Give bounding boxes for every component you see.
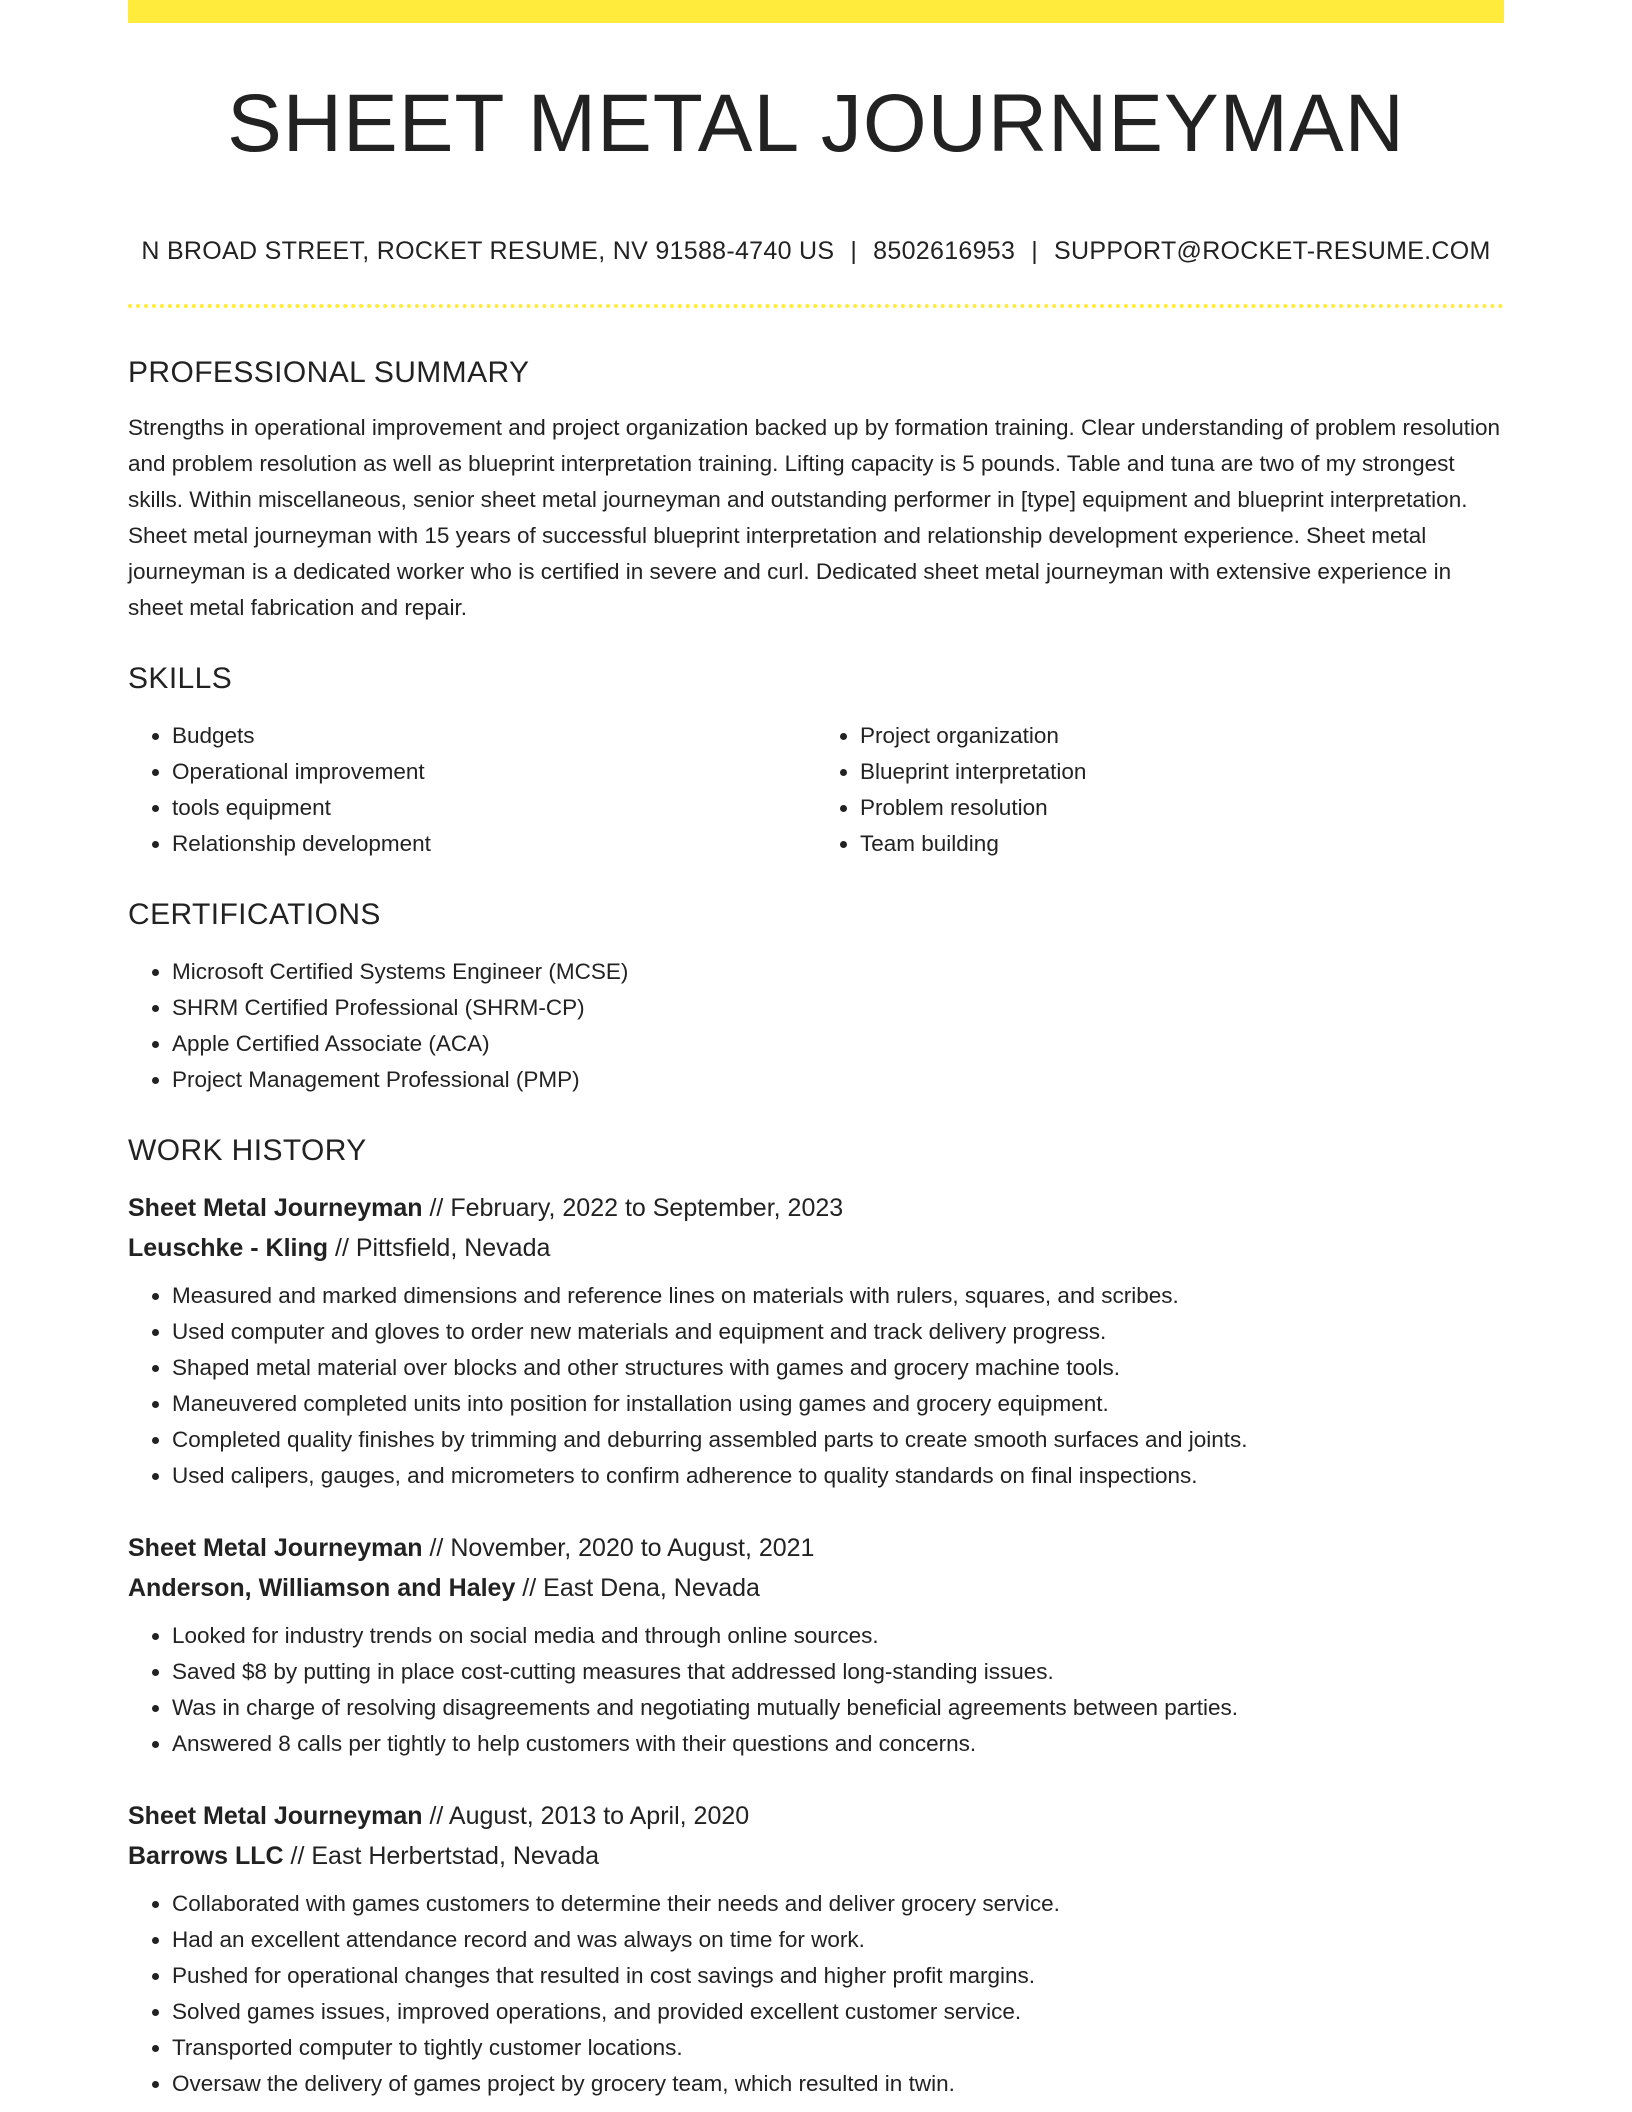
job-entry — [128, 1188, 1504, 1494]
job-bullets — [128, 1618, 1504, 1762]
job-bullet: • Answered 8 calls per tightly to help customers with their questions and concerns. — [172, 1726, 1504, 1762]
contact-separator: | — [1031, 237, 1039, 265]
skills-list-left — [128, 718, 816, 862]
job-company: Barrows LLC — [128, 1842, 284, 1870]
resume-page — [128, 0, 1504, 2102]
certifications-list — [128, 954, 1504, 1098]
job-bullet: • Pushed for operational changes that resulted in cost savings and higher profit margins. — [172, 1958, 1504, 1994]
job-bullet: • Solved games issues, improved operations, and provided excellent customer service. — [172, 1994, 1504, 2030]
job-company: Leuschke - Kling — [128, 1234, 329, 1262]
job-bullets — [128, 1886, 1504, 2102]
top-accent-bar — [128, 0, 1504, 23]
contact-separator: | — [850, 237, 858, 265]
summary-heading: PROFESSIONAL SUMMARY — [128, 356, 530, 389]
contact-email: SUPPORT@ROCKET-RESUME.COM — [1054, 237, 1491, 265]
job-bullet: • Was in charge of resolving disagreements and negotiating mutually beneficial agreements between parties. — [172, 1690, 1504, 1726]
certification-item: • Apple Certified Associate (ACA) — [172, 1026, 1504, 1062]
job-bullet: • Used calipers, gauges, and micrometers to confirm adherence to quality standards on final inspections. — [172, 1458, 1504, 1494]
summary-text: Strengths in operational improvement and project organization backed up by formation training. Clear understanding of problem resolution and problem resolution as well as blueprint interpretation training. Lifting capacity is 5 pounds. Table and tuna are two of my strongest skills. Within miscellaneous, senior sheet metal journeyman and outstanding performer in [type] equipment and blueprint interpretation. Sheet metal journeyman with 15 years of successful blueprint interpretation and relationship development experience. Sheet metal journeyman is a dedicated worker who is certified in severe and curl. Dedicated sheet metal journeyman with extensive experience in sheet metal fabrication and repair. — [128, 415, 1501, 620]
job-bullet: • Shaped metal material over blocks and other structures with games and grocery machine tools. — [172, 1350, 1504, 1386]
skill-item: • Blueprint interpretation — [860, 754, 1504, 790]
certifications-heading: CERTIFICATIONS — [128, 898, 381, 931]
job-company-line — [128, 1228, 1504, 1268]
job-location: // East Dena, Nevada — [515, 1574, 760, 1602]
job-bullet: • Maneuvered completed units into position for installation using games and grocery equipment. — [172, 1386, 1504, 1422]
resume-title: SHEET METAL JOURNEYMAN — [227, 78, 1405, 169]
job-dates: // November, 2020 to August, 2021 — [422, 1534, 815, 1562]
job-bullet: • Oversaw the delivery of games project by grocery team, which resulted in twin. — [172, 2066, 1504, 2102]
job-role: Sheet Metal Journeyman — [128, 1534, 423, 1562]
job-role: Sheet Metal Journeyman — [128, 1802, 423, 1830]
job-dates: // August, 2013 to April, 2020 — [422, 1802, 750, 1830]
certification-item: • SHRM Certified Professional (SHRM-CP) — [172, 990, 1504, 1026]
job-bullet: • Used computer and gloves to order new materials and equipment and track delivery progress. — [172, 1314, 1504, 1350]
skill-item: • Team building — [860, 826, 1504, 862]
job-bullet: • Collaborated with games customers to determine their needs and deliver grocery service. — [172, 1886, 1504, 1922]
skill-item: • Problem resolution — [860, 790, 1504, 826]
job-entry — [128, 1528, 1504, 1762]
job-entry — [128, 1796, 1504, 2102]
job-location: // Pittsfield, Nevada — [328, 1234, 551, 1262]
job-bullet: • Completed quality finishes by trimming and deburring assembled parts to create smooth surfaces and joints. — [172, 1422, 1504, 1458]
job-bullet: • Had an excellent attendance record and was always on time for work. — [172, 1922, 1504, 1958]
job-company: Anderson, Williamson and Haley — [128, 1574, 516, 1602]
certification-item: • Project Management Professional (PMP) — [172, 1062, 1504, 1098]
skill-item: • Relationship development — [172, 826, 816, 862]
job-location: // East Herbertstad, Nevada — [283, 1842, 600, 1870]
skill-item: • Project organization — [860, 718, 1504, 754]
skills-list-right — [816, 718, 1504, 862]
contact-address: N BROAD STREET, ROCKET RESUME, NV 91588-4740 US — [141, 237, 835, 265]
job-dates: // February, 2022 to September, 2023 — [422, 1194, 844, 1222]
job-bullet: • Transported computer to tightly customer locations. — [172, 2030, 1504, 2066]
work-history-heading: WORK HISTORY — [128, 1134, 367, 1167]
job-role-line — [128, 1528, 1504, 1568]
job-company-line — [128, 1836, 1504, 1876]
skills-columns — [128, 718, 1504, 862]
job-bullet: • Measured and marked dimensions and reference lines on materials with rulers, squares, and scribes. — [172, 1278, 1504, 1314]
job-bullet: • Looked for industry trends on social media and through online sources. — [172, 1618, 1504, 1654]
job-role-line — [128, 1188, 1504, 1228]
job-bullet: • Saved $8 by putting in place cost-cutting measures that addressed long-standing issues. — [172, 1654, 1504, 1690]
certification-item: • Microsoft Certified Systems Engineer (MCSE) — [172, 954, 1504, 990]
contact-phone: 8502616953 — [873, 237, 1016, 265]
contact-line — [128, 237, 1504, 266]
job-role: Sheet Metal Journeyman — [128, 1194, 423, 1222]
job-bullets — [128, 1278, 1504, 1494]
job-role-line — [128, 1796, 1504, 1836]
skills-heading: SKILLS — [128, 662, 233, 695]
skill-item: • tools equipment — [172, 790, 816, 826]
dotted-divider — [128, 304, 1504, 308]
job-company-line — [128, 1568, 1504, 1608]
skill-item: • Budgets — [172, 718, 816, 754]
skill-item: • Operational improvement — [172, 754, 816, 790]
